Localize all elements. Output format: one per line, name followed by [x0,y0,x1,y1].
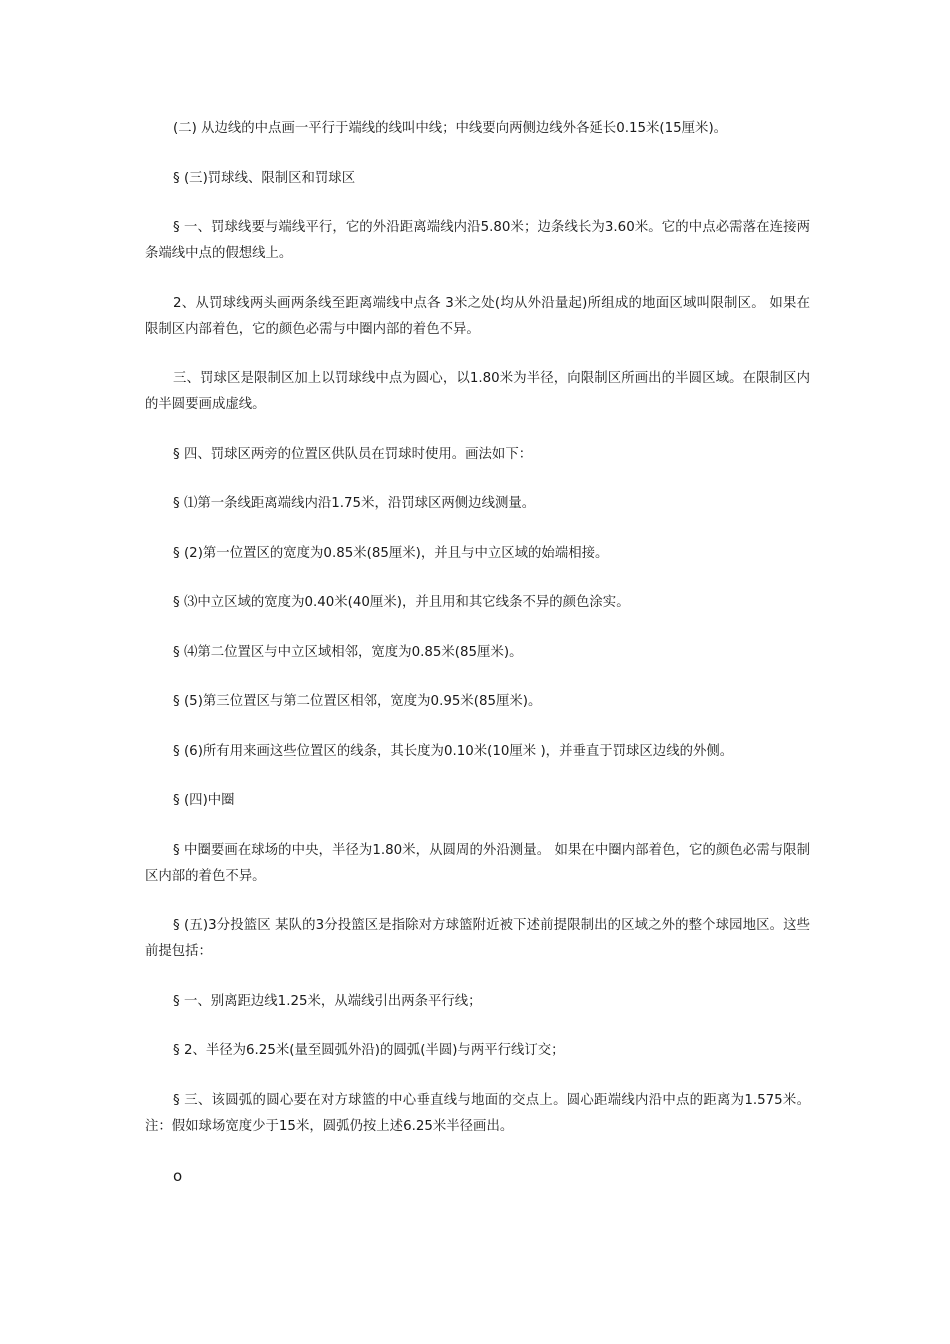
paragraph-center-circle: § 中圈要画在球场的中央，半径为1.80米，从圆周的外沿测量。 如果在中圈内部着色，它的颜色必需与限制区内部的着色不异。 [145,842,810,884]
paragraph-restricted-area: 2、从罚球线两头画两条线至距离端线中点各 3米之处(均从外沿量起)所组成的地面区域叫限制区。 如果在限制区内部着色，它的颜色必需与中圈内部的着色不异。 [145,295,810,337]
paragraph-three-point-area: § (五)3分投篮区 某队的3分投篮区是指除对方球篮附近被下述前提限制出的区域之外的整个球园地区。这些前提包括： [145,918,810,959]
heading-center-circle: § (四)中圈 [173,793,235,808]
list-item: § (2)第一位置区的宽度为0.85米(85厘米)，并且与中立区域的始端相接。 [173,545,609,561]
paragraph-free-throw-line: § 一、罚球线要与端线平行，它的外沿距离端线内沿5.80米；边条线长为3.60米。它的中点必需落在连接两条端线中点的假想线上。 [145,220,810,261]
list-item: § 一、别离距边线1.25米，从端线引出两条平行线； [173,993,482,1009]
document-body [145,116,810,1213]
trailing-mark: o [173,1167,183,1185]
list-item: § 2、半径为6.25米(量至圆弧外沿)的圆弧(半圆)与两平行线订交； [173,1043,565,1058]
list-item: § (6)所有用来画这些位置区的线条，其长度为0.10米(10厘米 )，并垂直于罚球区边线的外侧。 [173,743,734,759]
list-item: § ⑶中立区域的宽度为0.40米(40厘米)，并且用和其它线条不异的颜色涂实。 [173,595,630,610]
list-item: § (5)第三位置区与第二位置区相邻，宽度为0.95米(85厘米)。 [173,694,542,709]
list-item: § ⑴第一条线距离端线内沿1.75米，沿罚球区两侧边线测量。 [173,496,536,511]
paragraph-position-areas: § 四、罚球区两旁的位置区供队员在罚球时使用。画法如下： [173,446,533,462]
list-item: § ⑷第二位置区与中立区域相邻，宽度为0.85米(85厘米)。 [173,644,523,660]
paragraph-free-throw-area: 三、罚球区是限制区加上以罚球线中点为圆心，以1.80米为半径，向限制区所画出的半圆区域。在限制区内的半圆要画成虚线。 [145,371,810,412]
list-item: § 三、该圆弧的圆心要在对方球篮的中心垂直线与地面的交点上。圆心距端线内沿中点的距离为1.575米。 注：假如球场宽度少于15米，圆弧仍按上述6.25米半径画出。 [145,1092,810,1134]
paragraph-center-line: (二) 从边线的中点画一平行于端线的线叫中线；中线要向两侧边线外各延长0.15米(15厘米)。 [173,121,728,136]
heading-free-throw-section: § (三)罚球线、限制区和罚球区 [173,170,356,186]
